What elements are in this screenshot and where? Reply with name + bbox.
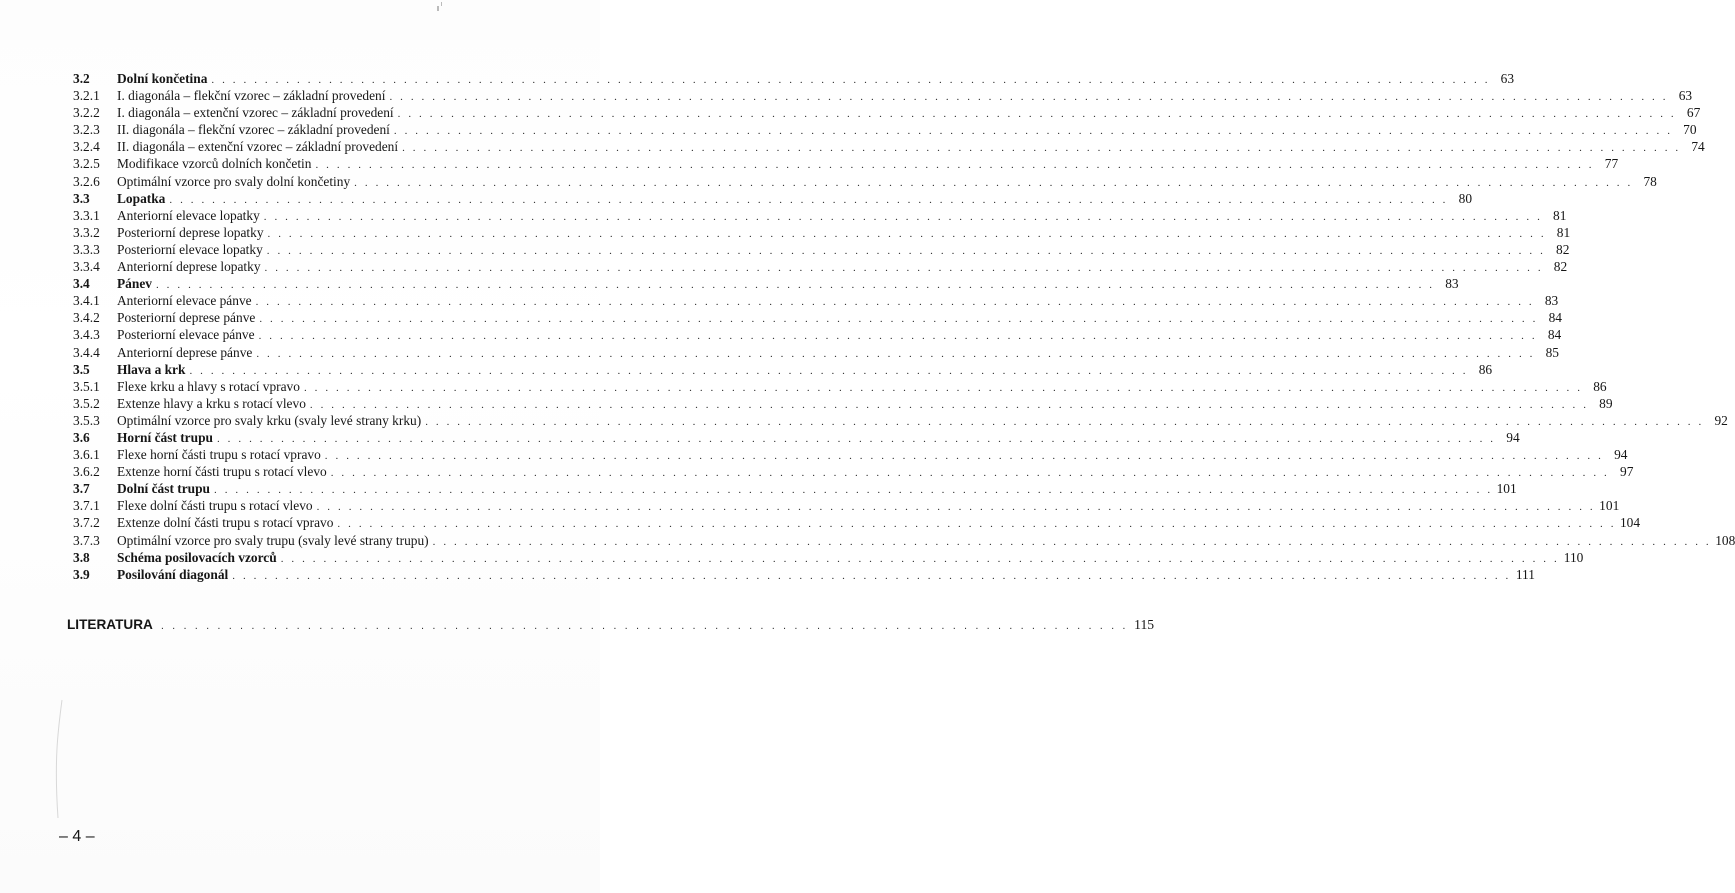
dot-leader: . . . . . . . . . . . . . . . . . . . . . . . . . . . . . . . . . . . . . . . . . . . . . . . . . . . . . . . . . . . . . . . . . . . . . . . . . . . . . . . . . . . . . . . . . . . . . . . . . . . . . . . . . . . . . . . . . . . . . . . .	[402, 142, 1681, 155]
toc-entry-title: Anteriorní deprese lopatky	[117, 259, 261, 275]
toc-entry	[73, 190, 1473, 207]
toc-entry-page: 84	[1547, 327, 1562, 343]
toc-entry-number: 3.4.2	[73, 310, 100, 326]
toc-entry	[73, 224, 1571, 241]
toc-entry-title: Posteriorní elevace lopatky	[117, 241, 263, 257]
dot-leader: . . . . . . . . . . . . . . . . . . . . . . . . . . . . . . . . . . . . . . . . . . . . . . . . . . . . . . . . . . . . . . . . . . . . . . . . . . . . . . . . . . . . . . . . . . . . . . . . . . . . . . . . . . . . . . . . . . . . . . . .	[337, 518, 1617, 531]
toc-entry-page: 63	[1678, 88, 1693, 104]
dot-leader: . . . . . . . . . . . . . . . . . . . . . . . . . . . . . . . . . . . . . . . . . . . . . . . . . . . . . . . . . . . . . . . . . . . . . . . . . . . . . . . . . . . . . . . . . . . . . . . . . . . . . . . . . . . . . . . . . . . . . . . .	[330, 467, 1610, 480]
toc-entry-title: Flexe horní části trupu s rotací vpravo	[117, 447, 321, 463]
dot-leader: . . . . . . . . . . . . . . . . . . . . . . . . . . . . . . . . . . . . . . . . . . . . . . . . . . . . . . . . . . . . . . . . . . . . . . . . . . . . . . . . . . . . . . . . . . . . . . . . . . . . . . . . . . . . . . . . . . . . . . . .	[155, 279, 1435, 292]
dot-leader: . . . . . . . . . . . . . . . . . . . . . . . . . . . . . . . . . . . . . . . . . . . . . . . . . . . . . . . . . . . . . . . . . . . . . . . . . . . . . . . . . . . . . . . . . . . . . . . . . . . . . . . . . . . . . . . . . . . . . . . .	[189, 364, 1469, 377]
dot-leader: . . . . . . . . . . . . . . . . . . . . . . . . . . . . . . . . . . . . . . . . . . . . . . . . . . . . . . . . . . . . . . . . . . . . . . . . . . . . . . . . . . . . . . . . . . . . . . . . . . . . . . . . . . . . . . . . . . . . . . . .	[303, 381, 1583, 394]
toc-entry-title: Flexe krku a hlavy s rotací vpravo	[117, 378, 300, 394]
toc-entry-number: 3.3.1	[73, 207, 100, 223]
dot-leader: . . . . . . . . . . . . . . . . . . . . . . . . . . . . . . . . . . . . . . . . . . . . . . . . . . . . . . . . . . . . . . . . . . . . . . . . . . . . . . . . . . . . . . . . . . . . . . . . . . . . . . . . . . . . . . . . . . . . . . . .	[263, 210, 1543, 223]
toc-entry	[73, 395, 1613, 412]
toc-entry	[73, 514, 1641, 531]
toc-entry-title: Horní část trupu	[117, 429, 213, 445]
toc-entry-number: 3.3.3	[73, 241, 100, 257]
toc-entry-number: 3.3.2	[73, 224, 100, 240]
dot-leader: . . . . . . . . . . . . . . . . . . . . . . . . . . . . . . . . . . . . . . . . . . . . . . . . . . . . . . . . . . . . . . . . . . . . . . . . . . . . . . . . . . . . . . . . . . . . . . . . . . . . . . . . . . . . . . . . . . . . . . . .	[425, 415, 1704, 428]
toc-entry-page: 67	[1686, 105, 1701, 121]
toc-entry-title: II. diagonála – extenční vzorec – základní provedení	[117, 139, 399, 155]
toc-entry	[73, 241, 1570, 258]
toc-entry-title: I. diagonála – extenční vzorec – základní provedení	[117, 105, 394, 121]
toc-entry-number: 3.2.3	[73, 122, 100, 138]
toc-entry-number: 3.5.1	[73, 378, 100, 394]
toc-entry-number: 3.3.4	[73, 259, 100, 275]
toc-entry-page: 94	[1614, 447, 1628, 463]
dot-leader: . . . . . . . . . . . . . . . . . . . . . . . . . . . . . . . . . . . . . . . . . . . . . . . . . . . . . . . . . . . . . . . . . . . . . . . . . . . . . . . . . . . . . . . . . . . . . . . . . . . . . . . . . . . . . . . . . . . . . . . .	[389, 91, 1669, 104]
toc-entry-page: 81	[1556, 224, 1571, 240]
dot-leader: . . . . . . . . . . . . . . . . . . . . . . . . . . . . . . . . . . . . . . . . . . . . . . . . . . . . . . . . . . . . . . . . . . . . . . . . . . . . . . . . . . . . . . . . . . . . . . . . . . . . . . . . . . . . . . . . . . . . . . . .	[354, 176, 1633, 189]
toc-entry-page: 101	[1599, 498, 1620, 514]
dot-leader: . . . . . . . . . . . . . . . . . . . . . . . . . . . . . . . . . . . . . . . . . . . . . . . . . . . . . . . . . . . . . . . . . . . . . . . . . . . . . . . . . . . . . . . . . . . . . . . . . . . . . . . . . . . . . . . . . . . . . . . .	[315, 159, 1595, 172]
toc-entry	[73, 70, 1515, 87]
toc-entry-literatura	[67, 617, 1155, 633]
toc-entry	[73, 258, 1568, 275]
toc-entry-number: 3.7.2	[73, 515, 100, 531]
toc-entry-number: 3.8	[73, 549, 90, 565]
toc-entry-number: 3.2.4	[73, 139, 100, 155]
toc-entry	[73, 566, 1535, 583]
toc-entry-page: 108	[1715, 532, 1735, 548]
dot-leader: . . . . . . . . . . . . . . . . . . . . . . . . . . . . . . . . . . . . . . . . . . . . . . . . . . . . . . . . . . . . . . . . . . . . . . . . . . . . . . . . . . . . . . . . . . . . . . . . . . . . . . . . . . . . . . . . . . . . . . . .	[256, 347, 1535, 360]
toc-entry-title: Pánev	[117, 276, 152, 292]
table-of-contents	[73, 70, 1735, 583]
toc-entry-title: Optimální vzorce pro svaly dolní končetiny	[117, 173, 351, 189]
toc-entry-page: 82	[1553, 259, 1568, 275]
toc-entry-page: 97	[1620, 464, 1634, 480]
toc-entry-page: 81	[1553, 207, 1567, 223]
toc-entry	[73, 344, 1559, 361]
scan-scratch-mark	[48, 700, 108, 820]
toc-entry-number: 3.5	[73, 361, 90, 377]
toc-entry-title: Posilování diagonál	[117, 566, 229, 582]
dot-leader: . . . . . . . . . . . . . . . . . . . . . . . . . . . . . . . . . . . . . . . . . . . . . . . . . . . . . . . . . . . . . . . . . . . . . . . . . . . . . . . . . . . . . . . . . . . . . . . . . . . . . . . . . . . . . . . . . . . . . . . .	[169, 193, 1449, 206]
toc-entry-page: 111	[1515, 566, 1535, 582]
toc-entry-page: 86	[1478, 361, 1493, 377]
toc-entry-page: 63	[1500, 71, 1515, 86]
toc-entry-page: 84	[1548, 310, 1562, 326]
toc-entry	[73, 361, 1493, 378]
toc-entry	[73, 549, 1584, 566]
toc-entry-title: Anteriorní elevace lopatky	[117, 207, 260, 223]
toc-entry-title: Lopatka	[117, 190, 166, 206]
dot-leader: . . . . . . . . . . . . . . . . . . . . . . . . . . . . . . . . . . . . . . . . . . . . . . . . . . . . . . . . . . . . . . . . . . . . . . . . . . . . . . . . . . . . . . . . . . . . . . . . . . . . . . . . . . . . . . . . . . . . . . . .	[309, 398, 1589, 411]
toc-entry-page: 89	[1599, 395, 1613, 411]
dot-leader: . . . . . . . . . . . . . . . . . . . . . . . . . . . . . . . . . . . . . . . . . . . . . . . . . . . . . . . . . . . . . . . . . . . . . . . . . . . . . . . . . . . . . . . . . . . . . . . . . . . . . . . . . . . . . . . . . . . . . . . .	[397, 108, 1677, 121]
toc-entry-title: Extenze hlavy a krku s rotací vlevo	[117, 395, 306, 411]
dot-leader: . . . . . . . . . . . . . . . . . . . . . . . . . . . . . . . . . . . . . . . . . . . . . . . . . . . . . . . . . . . . . . . . . . . . . . . . . . . . . . . . . . . . . . . . . . . . . . . . . . . . . . . . . . . . . . . . . . . . . . . .	[214, 484, 1493, 497]
toc-entry-page: 86	[1593, 378, 1607, 394]
toc-entry-title: Anteriorní elevace pánve	[117, 293, 252, 309]
dot-leader: . . . . . . . . . . . . . . . . . . . . . . . . . . . . . . . . . . . . . . . . . . . . . . . . . . . . . . . . . . . . . . . . . . . . . . . . . . . . . . . . . . . . . . . . . . . . . . . . . . . . . . . . . . . . . . . . . . . . . . . .	[216, 432, 1496, 445]
toc-entry-number: 3.2.1	[73, 88, 100, 104]
toc-entry-number: 3.2.6	[73, 173, 100, 189]
toc-entry	[73, 532, 1735, 549]
page-number: – 4 –	[59, 828, 95, 845]
toc-entry-title: Anteriorní deprese pánve	[117, 344, 253, 360]
toc-entry-page: 80	[1458, 190, 1473, 206]
toc-entry	[73, 87, 1693, 104]
toc-entry	[73, 463, 1634, 480]
toc-entry-title: Extenze horní části trupu s rotací vlevo	[117, 464, 327, 480]
dot-leader: . . . . . . . . . . . . . . . . . . . . . . . . . . . . . . . . . . . . . . . . . . . . . . . . . . . . . . . . . . . . . . . . . . . . . . . . . . . . . . . . . . . . . .	[160, 620, 1129, 632]
dot-leader: . . . . . . . . . . . . . . . . . . . . . . . . . . . . . . . . . . . . . . . . . . . . . . . . . . . . . . . . . . . . . . . . . . . . . . . . . . . . . . . . . . . . . . . . . . . . . . . . . . . . . . . . . . . . . . . . . . . . . . . .	[266, 244, 1546, 257]
toc-entry-title: Optimální vzorce pro svaly krku (svaly levé strany krku)	[117, 412, 422, 428]
scan-speck	[441, 2, 442, 6]
toc-entry-number: 3.3	[73, 190, 90, 206]
toc-entry-number: 3.2	[73, 71, 90, 86]
toc-entry-page: 104	[1619, 515, 1641, 531]
toc-entry-title: I. diagonála – flekční vzorec – základní provedení	[117, 88, 386, 104]
toc-entry-number: 3.2.5	[73, 156, 100, 172]
toc-entry-title: Flexe dolní části trupu s rotací vlevo	[117, 498, 313, 514]
toc-entry-number: 3.7.1	[73, 498, 100, 514]
toc-entry	[73, 173, 1657, 190]
toc-entry-title: Modifikace vzorců dolních končetin	[117, 156, 312, 172]
toc-entry-page: 74	[1691, 139, 1705, 155]
toc-entry-page: 115	[1134, 617, 1155, 632]
toc-entry-number: 3.4.3	[73, 327, 100, 343]
toc-entry	[73, 207, 1567, 224]
toc-entry	[73, 429, 1520, 446]
dot-leader: . . . . . . . . . . . . . . . . . . . . . . . . . . . . . . . . . . . . . . . . . . . . . . . . . . . . . . . . . . . . . . . . . . . . . . . . . . . . . . . . . . . . . . . . . . . . . . . . . . . . . . . . . . . . . . . . . . . . . . . .	[324, 450, 1604, 463]
dot-leader: . . . . . . . . . . . . . . . . . . . . . . . . . . . . . . . . . . . . . . . . . . . . . . . . . . . . . . . . . . . . . . . . . . . . . . . . . . . . . . . . . . . . . . . . . . . . . . . . . . . . . . . . . . . . . . . . . . . . . . . .	[258, 330, 1538, 343]
dot-leader: . . . . . . . . . . . . . . . . . . . . . . . . . . . . . . . . . . . . . . . . . . . . . . . . . . . . . . . . . . . . . . . . . . . . . . . . . . . . . . . . . . . . . . . . . . . . . . . . . . . . . . . . . . . . . . . . . . . . . . . .	[393, 125, 1673, 138]
toc-entry-page: 92	[1714, 412, 1728, 428]
toc-entry-page: 101	[1496, 481, 1517, 497]
dot-leader: . . . . . . . . . . . . . . . . . . . . . . . . . . . . . . . . . . . . . . . . . . . . . . . . . . . . . . . . . . . . . . . . . . . . . . . . . . . . . . . . . . . . . . . . . . . . . . . . . . . . . . . . . . . . . . . . . . . . . . . .	[316, 501, 1596, 514]
toc-entry-number: 3.9	[73, 566, 90, 582]
toc-entry-title: Dolní část trupu	[117, 481, 211, 497]
scan-speck	[437, 6, 439, 11]
dot-leader: . . . . . . . . . . . . . . . . . . . . . . . . . . . . . . . . . . . . . . . . . . . . . . . . . . . . . . . . . . . . . . . . . . . . . . . . . . . . . . . . . . . . . . . . . . . . . . . . . . . . . . . . . . . . . . . . . . . . . . . .	[432, 535, 1712, 548]
dot-leader: . . . . . . . . . . . . . . . . . . . . . . . . . . . . . . . . . . . . . . . . . . . . . . . . . . . . . . . . . . . . . . . . . . . . . . . . . . . . . . . . . . . . . . . . . . . . . . . . . . . . . . . . . . . . . . . . . . . . . . . .	[232, 569, 1511, 582]
toc-entry	[73, 138, 1705, 155]
toc-entry	[73, 309, 1562, 326]
toc-entry	[73, 292, 1559, 309]
toc-entry	[73, 155, 1619, 172]
toc-entry-title: II. diagonála – flekční vzorec – základní provedení	[117, 122, 390, 138]
toc-entry-number: 3.7.3	[73, 532, 100, 548]
dot-leader: . . . . . . . . . . . . . . . . . . . . . . . . . . . . . . . . . . . . . . . . . . . . . . . . . . . . . . . . . . . . . . . . . . . . . . . . . . . . . . . . . . . . . . . . . . . . . . . . . . . . . . . . . . . . . . . . . . . . . . . .	[264, 262, 1544, 275]
toc-entry-page: 83	[1445, 276, 1459, 292]
toc-entry-title: Dolní končetina	[117, 71, 208, 86]
toc-entry-number: 3.4	[73, 276, 90, 292]
toc-entry-title: Optimální vzorce pro svaly trupu (svaly levé strany trupu)	[117, 532, 429, 548]
toc-entry-title: Hlava a krk	[117, 361, 186, 377]
toc-entry-title: Posteriorní elevace pánve	[117, 327, 255, 343]
toc-entry-page: 85	[1545, 344, 1559, 360]
toc-entry	[73, 275, 1459, 292]
toc-entry-page: 110	[1563, 549, 1584, 565]
toc-entry	[73, 104, 1701, 121]
toc-entry-title: LITERATURA	[67, 617, 153, 632]
toc-entry	[73, 497, 1620, 514]
toc-entry-page: 77	[1604, 156, 1619, 172]
toc-entry	[73, 378, 1607, 395]
toc-entry	[73, 326, 1562, 343]
toc-entry-number: 3.4.1	[73, 293, 100, 309]
toc-entry-page: 78	[1643, 173, 1657, 189]
dot-leader: . . . . . . . . . . . . . . . . . . . . . . . . . . . . . . . . . . . . . . . . . . . . . . . . . . . . . . . . . . . . . . . . . . . . . . . . . . . . . . . . . . . . . . . . . . . . . . . . . . . . . . . . . . . . . . . . . . . . . . . .	[267, 227, 1547, 240]
toc-entry-number: 3.5.3	[73, 412, 100, 428]
toc-entry-page: 82	[1556, 241, 1570, 257]
dot-leader: . . . . . . . . . . . . . . . . . . . . . . . . . . . . . . . . . . . . . . . . . . . . . . . . . . . . . . . . . . . . . . . . . . . . . . . . . . . . . . . . . . . . . . . . . . . . . . . . . . . . . . . . . . . . . . . . . . . . . . . .	[211, 74, 1491, 86]
toc-entry-page: 83	[1544, 293, 1559, 309]
toc-entry-number: 3.7	[73, 481, 90, 497]
dot-leader: . . . . . . . . . . . . . . . . . . . . . . . . . . . . . . . . . . . . . . . . . . . . . . . . . . . . . . . . . . . . . . . . . . . . . . . . . . . . . . . . . . . . . . . . . . . . . . . . . . . . . . . . . . . . . . . . . . . . . . . .	[280, 552, 1560, 565]
toc-entry	[73, 446, 1628, 463]
dot-leader: . . . . . . . . . . . . . . . . . . . . . . . . . . . . . . . . . . . . . . . . . . . . . . . . . . . . . . . . . . . . . . . . . . . . . . . . . . . . . . . . . . . . . . . . . . . . . . . . . . . . . . . . . . . . . . . . . . . . . . . .	[259, 313, 1538, 326]
dot-leader: . . . . . . . . . . . . . . . . . . . . . . . . . . . . . . . . . . . . . . . . . . . . . . . . . . . . . . . . . . . . . . . . . . . . . . . . . . . . . . . . . . . . . . . . . . . . . . . . . . . . . . . . . . . . . . . . . . . . . . . .	[255, 296, 1535, 309]
toc-entry-title: Schéma posilovacích vzorců	[117, 549, 277, 565]
toc-entry	[73, 121, 1697, 138]
toc-entry-title: Posteriorní deprese lopatky	[117, 224, 264, 240]
toc-entry-title: Posteriorní deprese pánve	[117, 310, 256, 326]
toc-entry-number: 3.6.2	[73, 464, 100, 480]
toc-entry-page: 70	[1683, 122, 1697, 138]
toc-entry-number: 3.6	[73, 429, 90, 445]
toc-entry-number: 3.4.4	[73, 344, 100, 360]
toc-entry-number: 3.2.2	[73, 105, 100, 121]
toc-entry	[73, 480, 1517, 497]
toc-entry-number: 3.5.2	[73, 395, 100, 411]
toc-entry-title: Extenze dolní části trupu s rotací vpravo	[117, 515, 334, 531]
toc-entry-number: 3.6.1	[73, 447, 100, 463]
toc-entry	[73, 412, 1728, 429]
toc-entry-page: 94	[1506, 429, 1520, 445]
